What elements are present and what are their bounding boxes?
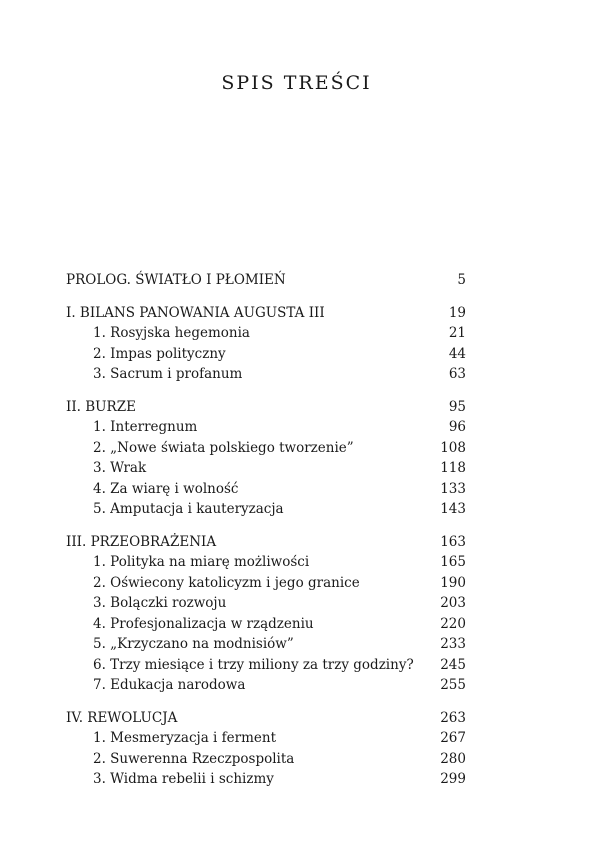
- toc-entry: [66, 397, 466, 418]
- toc-subentry-page: 21: [448, 325, 466, 341]
- toc-subentry: [66, 614, 466, 635]
- toc-subentry-title: 2. „Nowe świata polskiego tworzenie”: [93, 439, 354, 456]
- toc-subentry-title: 1. Rosyjska hegemonia: [93, 325, 250, 341]
- toc-subentry-title: 1. Interregnum: [93, 419, 198, 435]
- toc-subentry-title: 2. Suwerenna Rzeczpospolita: [93, 750, 295, 767]
- toc-entry: [66, 270, 466, 291]
- toc-subentry-title: 1. Polityka na miarę możliwości: [93, 554, 310, 570]
- toc-subentry-page: 255: [440, 677, 466, 693]
- toc-subentry-title: 6. Trzy miesiące i trzy miliony za trzy godziny?: [93, 656, 414, 673]
- toc-subentry-page: 220: [440, 615, 466, 632]
- toc-entry-page: 5: [457, 272, 466, 288]
- toc-subentry: [66, 323, 466, 344]
- toc-entry-page: 263: [440, 709, 466, 726]
- toc-entry: [66, 708, 466, 729]
- toc-subentry: [66, 769, 466, 790]
- toc-subentry-page: 267: [440, 730, 466, 746]
- toc-subentry-page: 233: [440, 636, 466, 652]
- toc-subentry-page: 299: [440, 771, 466, 787]
- toc-subentry: [66, 417, 466, 438]
- toc-entry-title: II. BURZE: [66, 398, 136, 415]
- page-title: SPIS TREŚCI: [221, 72, 372, 94]
- toc-subentry-page: 190: [440, 574, 466, 591]
- toc-subentry: [66, 479, 466, 500]
- toc-subentry: [66, 573, 466, 594]
- toc-subentry-page: 63: [448, 366, 466, 382]
- toc-subentry: [66, 499, 466, 520]
- toc-entry-title: I. BILANS PANOWANIA AUGUSTA III: [66, 304, 325, 321]
- toc-subentry: [66, 364, 466, 385]
- toc-subentry: [66, 438, 466, 459]
- toc-subentry: [66, 749, 466, 770]
- toc-subentry: [66, 593, 466, 614]
- toc-subentry-page: 203: [440, 595, 466, 611]
- toc-subentry-page: 44: [448, 345, 466, 362]
- toc-subentry-title: 3. Widma rebelii i schizmy: [93, 771, 274, 787]
- toc-subentry-title: 4. Za wiarę i wolność: [93, 480, 239, 497]
- toc-subentry-page: 143: [440, 501, 466, 517]
- toc-entry: [66, 303, 466, 324]
- toc-subentry: [66, 675, 466, 696]
- toc-subentry-page: 165: [440, 554, 466, 570]
- toc-subentry-page: 245: [440, 656, 466, 673]
- toc-section-3: [66, 532, 466, 696]
- toc-entry-title: III. PRZEOBRAŻENIA: [66, 533, 217, 550]
- toc-subentry-title: 3. Bolączki rozwoju: [93, 595, 227, 611]
- toc-subentry: [66, 552, 466, 573]
- toc-subentry-title: 4. Profesjonalizacja w rządzeniu: [93, 615, 314, 632]
- toc-section-1: [66, 303, 466, 385]
- toc-subentry-title: 2. Impas polityczny: [93, 345, 226, 362]
- toc-entry: [66, 532, 466, 553]
- toc-subentry-page: 133: [440, 480, 466, 497]
- toc-entry-title: PROLOG. ŚWIATŁO I PŁOMIEŃ: [66, 272, 286, 288]
- toc-subentry-page: 96: [448, 419, 466, 435]
- toc-subentry-title: 3. Wrak: [93, 460, 147, 476]
- toc-entry-page: 163: [440, 533, 466, 550]
- toc-subentry: [66, 344, 466, 365]
- toc-subentry: [66, 655, 466, 676]
- toc-subentry-page: 108: [440, 439, 466, 456]
- toc-subentry: [66, 634, 466, 655]
- toc-section-2: [66, 397, 466, 520]
- toc-subentry-page: 280: [440, 750, 466, 767]
- toc-subentry-title: 7. Edukacja narodowa: [93, 677, 246, 693]
- toc-subentry-title: 1. Mesmeryzacja i ferment: [93, 730, 276, 746]
- toc-subentry-title: 5. Amputacja i kauteryzacja: [93, 501, 284, 517]
- toc-subentry: [66, 458, 466, 479]
- toc-entry-page: 95: [448, 398, 466, 415]
- toc-section-prolog: [66, 270, 466, 291]
- table-of-contents: [66, 270, 466, 790]
- toc-entry-page: 19: [448, 304, 466, 321]
- toc-entry-title: IV. REWOLUCJA: [66, 709, 178, 726]
- toc-subentry-title: 5. „Krzyczano na modnisiów”: [93, 636, 294, 652]
- toc-subentry-page: 118: [440, 460, 466, 476]
- toc-subentry: [66, 728, 466, 749]
- toc-section-4: [66, 708, 466, 790]
- toc-subentry-title: 3. Sacrum i profanum: [93, 366, 243, 382]
- toc-subentry-title: 2. Oświecony katolicyzm i jego granice: [93, 574, 360, 591]
